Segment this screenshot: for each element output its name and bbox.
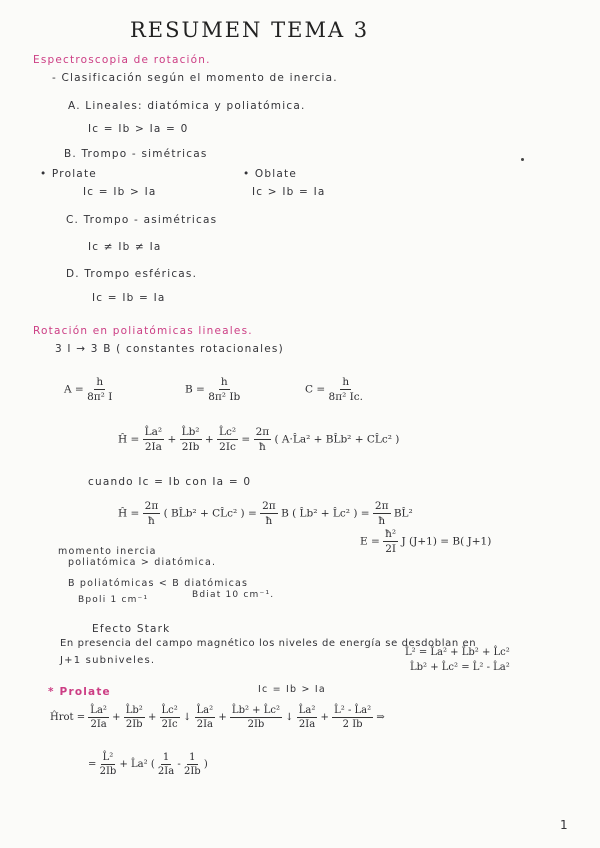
page-number: 1 — [560, 818, 569, 832]
b-compare-line: B poliatómicas < B diatómicas — [68, 578, 249, 589]
oblate-equation: Ic > Ib = Ia — [252, 186, 326, 198]
prolate-condition: Ic = Ib > Ia — [258, 684, 326, 695]
section-heading-polyatomic: Rotación en poliatómicas lineales. — [33, 325, 253, 337]
page-title: RESUMEN TEMA 3 — [130, 18, 370, 42]
item-d-label: D. Trompo esféricas. — [66, 268, 198, 280]
stark-eq-2: L̂b² + L̂c² = L̂² - L̂a² — [410, 662, 510, 673]
b-diat-value: Bdiat 10 cm⁻¹. — [192, 590, 275, 600]
oblate-label: • Oblate — [243, 168, 297, 180]
item-b-label: B. Trompo - simétricas — [64, 148, 208, 160]
prolate-label: • Prolate — [40, 168, 97, 180]
classification-line: - Clasificación según el momento de inercia. — [52, 72, 338, 84]
momento-line-1: momento inercia — [58, 546, 157, 557]
prolate-hamiltonian: Ĥrot = $\frac{\text{L̂a²}}{2Ia}$ + $\frac{\text{L̂b²}}{2Ib}$ + $\frac{\text{L̂c²}}{2Ic}$ ↓ $\frac{\text{L̂a²}}{2Ia}$ + $\frac{\text{L̂b² + L̂c²}}{2Ib}$ ↓ $\frac{\text{L̂a²}}{2Ia}$ + $\frac{\text{L̂² - L̂a²}}{2 Ib}$ ⇒ — [50, 705, 385, 730]
constant-b: B = $\frac{h}{\text{8π² Ib}}$ — [185, 376, 241, 403]
constant-a: A = $\frac{h}{\text{8π² I}}$ — [64, 376, 113, 403]
section-heading-rotation: Espectroscopia de rotación. — [33, 54, 211, 66]
item-a-label: A. Lineales: diatómica y poliatómica. — [68, 100, 306, 112]
stark-line-2: J+1 subniveles. — [60, 655, 156, 666]
item-d-equation: Ic = Ib = Ia — [92, 292, 166, 304]
stark-line-1: En presencia del campo magnético los niveles de energía se desdoblan en — [60, 638, 477, 649]
item-c-equation: Ic ≠ Ib ≠ Ia — [88, 241, 162, 253]
hamiltonian-linear: Ĥ = $\frac{2\pi}{ħ}$ ( BL̂b² + CL̂c² ) = $\frac{2\pi}{ħ}$ B ( L̂b² + L̂c² ) = $\frac{2\pi}{ħ}$ BL̂² — [118, 500, 413, 527]
hamiltonian-equation: Ĥ = $\frac{\text{L̂a²}}{2Ia}$ + $\frac{\text{L̂b²}}{2Ib}$ + $\frac{\text{L̂c²}}{2Ic}$ = $\frac{2\pi}{ħ}$ ( A·L̂a² + BL̂b² + CL̂c² ) — [118, 426, 400, 453]
b-poli-value: Bpoli 1 cm⁻¹ — [78, 595, 149, 605]
constants-line: 3 I → 3 B ( constantes rotacionales) — [55, 343, 284, 355]
ink-dot — [521, 158, 524, 161]
item-a-equation: Ic = Ib > Ia = 0 — [88, 123, 189, 135]
stark-heading: Efecto Stark — [92, 623, 171, 635]
prolate-final: = $\frac{\text{L̂²}}{2Ib}$ + L̂a² ( $\frac{1}{2Ia}$ - $\frac{1}{2Ib}$ ) — [88, 752, 208, 777]
prolate-equation: Ic = Ib > Ia — [83, 186, 157, 198]
cuando-line: cuando Ic = Ib con Ia = 0 — [88, 476, 252, 488]
item-c-label: C. Trompo - asimétricas — [66, 214, 218, 226]
prolate-heading: * Prolate — [48, 686, 111, 698]
constant-c: C = $\frac{h}{\text{8π² Ic.}}$ — [305, 376, 364, 403]
stark-eq-1: L̂² = L̂a² + L̂b² + L̂c² — [405, 647, 510, 658]
energy-equation: E = $\frac{\text{ħ²}}{2I}$ J (J+1) = B( J+1) — [360, 528, 492, 555]
momento-line-2: poliatómica > diatómica. — [68, 557, 217, 568]
